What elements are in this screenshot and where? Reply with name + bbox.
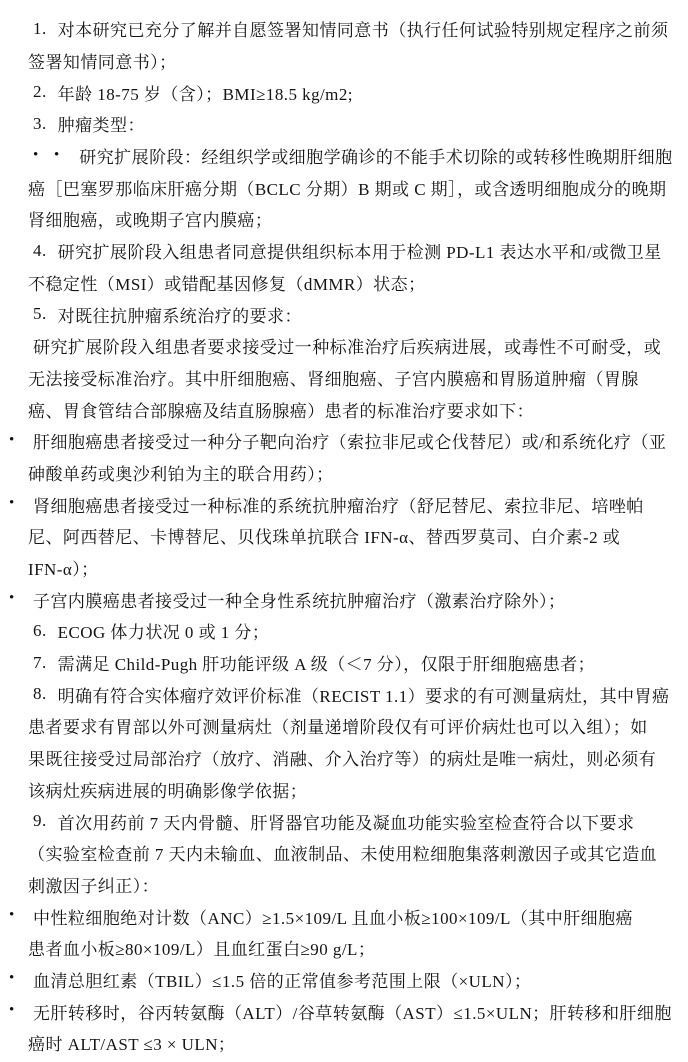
line-text: 无肝转移时，谷丙转氨酶（ALT）/谷草转氨酶（AST）≤1.5×ULN；肝转移和肝细胞	[33, 1003, 672, 1023]
text-line	[9, 583, 664, 615]
text-line	[28, 267, 664, 299]
line-text: 不稳定性（MSI）或错配基因修复（dMMR）状态；	[28, 274, 426, 294]
text-line	[28, 805, 664, 837]
item-number: 2.	[33, 82, 47, 102]
line-text: 中性粒细胞绝对计数（ANC）≥1.5×109/L 且血小板≥100×109/L（其中肝细胞癌	[33, 908, 634, 928]
text-line	[28, 647, 664, 679]
text-line	[28, 742, 664, 774]
item-number: 5.	[33, 304, 47, 324]
bullet-icon: •	[9, 970, 15, 987]
item-number: 9.	[33, 811, 47, 831]
line-text: 癌、胃食管结合部腺癌及结直肠腺癌）患者的标准治疗要求如下：	[28, 401, 535, 421]
item-number: 8.	[33, 684, 47, 704]
bullet-icon: •	[9, 907, 15, 924]
line-text: 该病灶疾病进展的明确影像学依据；	[28, 781, 308, 801]
text-line	[28, 932, 664, 964]
bullet-icon: •	[9, 431, 15, 448]
text-line	[9, 488, 664, 520]
line-text: 刺激因子纠正）：	[28, 876, 160, 896]
line-text: 需满足 Child-Pugh 肝功能评级 A 级（＜7 分），仅限于肝细胞癌患者；	[57, 655, 596, 675]
double-bullet-icon: • •	[33, 147, 66, 164]
text-line	[28, 520, 664, 552]
line-text: 血清总胆红素（TBIL）≤1.5 倍的正常值参考范围上限（×ULN）；	[33, 971, 532, 991]
line-text: 肿瘤类型：	[57, 116, 145, 136]
bullet-icon: •	[9, 590, 15, 607]
text-line	[28, 45, 664, 77]
text-line	[9, 995, 672, 1027]
text-line	[28, 171, 667, 203]
text-line	[28, 457, 664, 489]
text-line	[28, 837, 664, 869]
text-line	[28, 615, 664, 647]
line-text: 研究扩展阶段入组患者同意提供组织标本用于检测 PD-L1 表达水平和/或微卫星	[57, 243, 662, 263]
text-line	[28, 108, 664, 140]
text-line	[28, 1027, 664, 1059]
line-text: 患者血小板≥80×109/L）且血红蛋白≥90 g/L；	[28, 940, 376, 960]
line-text: 患者要求有胃部以外可测量病灶（剂量递增阶段仅有可评价病灶也可以入组）；如	[28, 718, 648, 738]
text-line	[28, 552, 664, 584]
line-text: 尼、阿西替尼、卡博替尼、贝伐珠单抗联合 IFN-α、替西罗莫司、白介素-2 或	[28, 528, 621, 548]
text-line	[9, 964, 664, 996]
item-number: 6.	[33, 620, 47, 640]
line-text: 首次用药前 7 天内骨髓、肝肾器官功能及凝血功能实验室检查符合以下要求	[57, 813, 635, 833]
line-text: 无法接受标准治疗。其中肝细胞癌、肾细胞癌、子宫内膜癌和胃肠道肿瘤（胃腺	[28, 369, 639, 389]
line-text: 研究扩展阶段入组患者要求接受过一种标准治疗后疾病进展，或毒性不可耐受，或	[33, 338, 662, 358]
line-text: 肾细胞癌患者接受过一种标准的系统抗肿瘤治疗（舒尼替尼、索拉非尼、培唑帕	[33, 496, 644, 516]
item-number: 7.	[33, 652, 47, 672]
text-line	[28, 13, 669, 45]
line-text: 肾细胞癌，或晚期子宫内膜癌；	[28, 211, 273, 231]
line-text: 砷酸单药或奥沙利铂为主的联合用药）；	[28, 464, 334, 484]
item-number: 3.	[33, 113, 47, 133]
text-line	[28, 330, 664, 362]
line-text: 年龄 18-75 岁（含）；BMI≥18.5 kg/m2;	[57, 84, 353, 104]
text-line	[28, 298, 664, 330]
line-text: 子宫内膜癌患者接受过一种全身性系统抗肿瘤治疗（激素治疗除外）；	[33, 591, 566, 611]
text-line	[28, 235, 664, 267]
text-line	[28, 678, 670, 710]
line-text: 果既往接受过局部治疗（放疗、消融、介入治疗等）的病灶是唯一病灶，则必须有	[28, 750, 657, 770]
line-text: IFN-α）；	[28, 560, 99, 580]
text-line	[9, 900, 664, 932]
text-line	[28, 203, 664, 235]
bullet-icon: •	[9, 1002, 15, 1019]
line-text: （实验室检查前 7 天内未输血、血液制品、未使用粒细胞集落刺激因子或其它造血	[28, 845, 658, 865]
line-text: 肝细胞癌患者接受过一种分子靶向治疗（索拉非尼或仑伐替尼）或/和系统化疗（亚	[33, 433, 667, 453]
text-line	[28, 869, 664, 901]
line-text: 对本研究已充分了解并自愿签署知情同意书（执行任何试验特别规定程序之前须	[57, 21, 669, 41]
line-text: 签署知情同意书）；	[28, 53, 177, 73]
text-line	[28, 140, 673, 172]
text-line	[28, 362, 664, 394]
line-text: 对既往抗肿瘤系统治疗的要求：	[57, 306, 302, 326]
line-text: 癌时 ALT/AST ≤3 × ULN；	[28, 1035, 236, 1055]
text-line	[9, 425, 667, 457]
text-line	[28, 393, 664, 425]
line-text: ECOG 体力状况 0 或 1 分；	[57, 623, 270, 643]
bullet-icon: •	[9, 495, 15, 512]
item-number: 4.	[33, 240, 47, 260]
text-line	[28, 774, 664, 806]
line-text: 研究扩展阶段：经组织学或细胞学确诊的不能手术切除的或转移性晚期肝细胞	[79, 148, 673, 168]
item-number: 1.	[33, 18, 47, 38]
line-text: 癌［巴塞罗那临床肝癌分期（BCLC 分期）B 期或 C 期］，或含透明细胞成分的晚期	[28, 179, 667, 199]
line-text: 明确有符合实体瘤疗效评价标准（RECIST 1.1）要求的有可测量病灶，其中胃癌	[57, 686, 670, 706]
text-line	[28, 76, 664, 108]
text-line	[28, 710, 664, 742]
